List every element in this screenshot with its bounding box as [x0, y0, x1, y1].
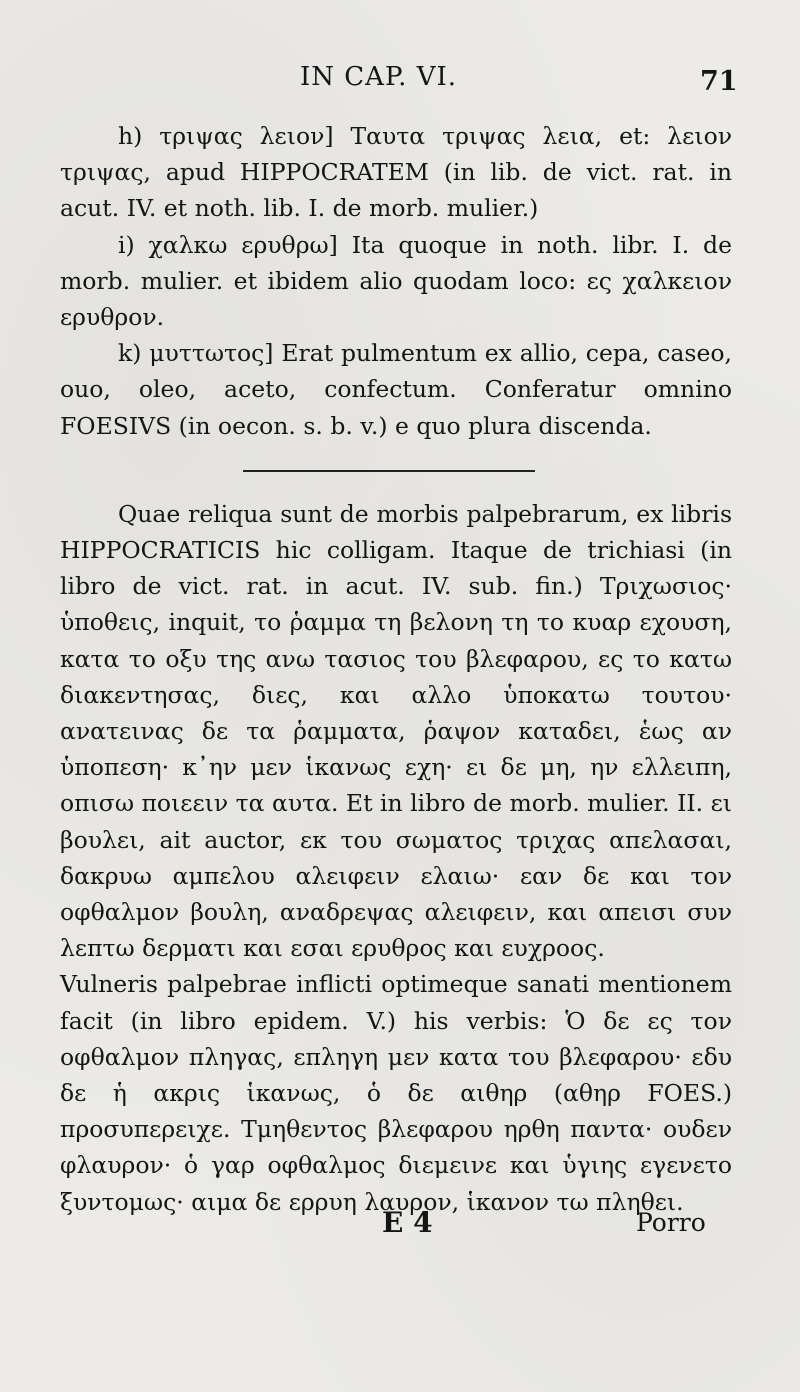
page-footer: [0, 1206, 800, 1246]
main-text: [60, 496, 732, 1220]
paragraph-palpebrarum: Quae reliqua sunt de morbis palpebrarum, ex libris HIPPOCRATICIS hic colligam. Itaque de trichiasi (in libro de vict. rat. in acut. IV. sub. fin.) Τριχωσιος· ὑποθεις, inquit, το ῥαμμα τη βελονη τη το κυαρ εχουση, κατα το οξυ της ανω τασιος του βλεφαρου, ες το κατω διακεντησας, διες, και αλλο ὑποκατω τουτου· ανατεινας δε τα ῥαμματα, ῥαψον καταδει, ἑως αν ὑποπεση· κ᾽ην μεν ἱκανως εχη· ει δε μη, ην ελλειπη, οπισω ποιεειν τα αυτα. Et in libro de morb. mulier. II. ει βουλει, ait auctor, εκ του σωματος τριχας απελασαι, δακρυω αμπελου αλειφειν ελαιω· εαν δε και τον οφθαλμον βουλη, αναδρεψας αλειφειν, και απεισι συν λεπτω δερματι και εσαι ερυθρος και ευχροος.: [60, 499, 732, 963]
footnote-h: h) τριψας λειον] Ταυτα τριψας λεια, et: λειον τριψας, apud HIPPOCRATEM (in lib. de vict. rat. in acut. IV. et noth. lib. I. de morb. mulier.): [60, 122, 732, 223]
footnotes: [60, 118, 732, 444]
footnote-i: i) χαλκω ερυθρω] Ita quoque in noth. libr. I. de morb. mulier. et ibidem alio quodam loco: ες χαλκειον ερυθρον.: [60, 230, 732, 332]
catchword: Porro: [636, 1208, 706, 1237]
section-divider: [243, 470, 535, 472]
footnote-k: k) μυττωτος] Erat pulmentum ex allio, cepa, caseo, ouo, oleo, aceto, confectum. Conferatur omnino FOESIVS (in oecon. s. b. v.) e quo plura discenda.: [60, 339, 732, 440]
page-header: [0, 62, 800, 102]
page-number: 71: [700, 66, 738, 97]
paragraph-vulneris: Vulneris palpebrae inflicti optimeque sanati mentionem facit (in libro epidem. V.) his verbis: Ὁ δε ες τον οφθαλμον πληγας, επληγη μεν κατα του βλεφαρου· εδυ δε ἡ ακρις ἱκανως, ὁ δε αιθηρ (αθηρ FOES.) προσυπερειχε. Τμηθεντος βλεφαρου ηρθη παντα· ουδεν φλαυρον· ὁ γαρ οφθαλμος διεμεινε και ὑγιης εγενετο ξυντομως· αιμα δε ερρυη λαυρον, ἱκανον τω πληθει.: [60, 970, 732, 1216]
running-head: IN CAP. VI.: [300, 62, 458, 92]
page-body: [60, 118, 732, 1220]
signature-mark: E 4: [382, 1206, 433, 1239]
